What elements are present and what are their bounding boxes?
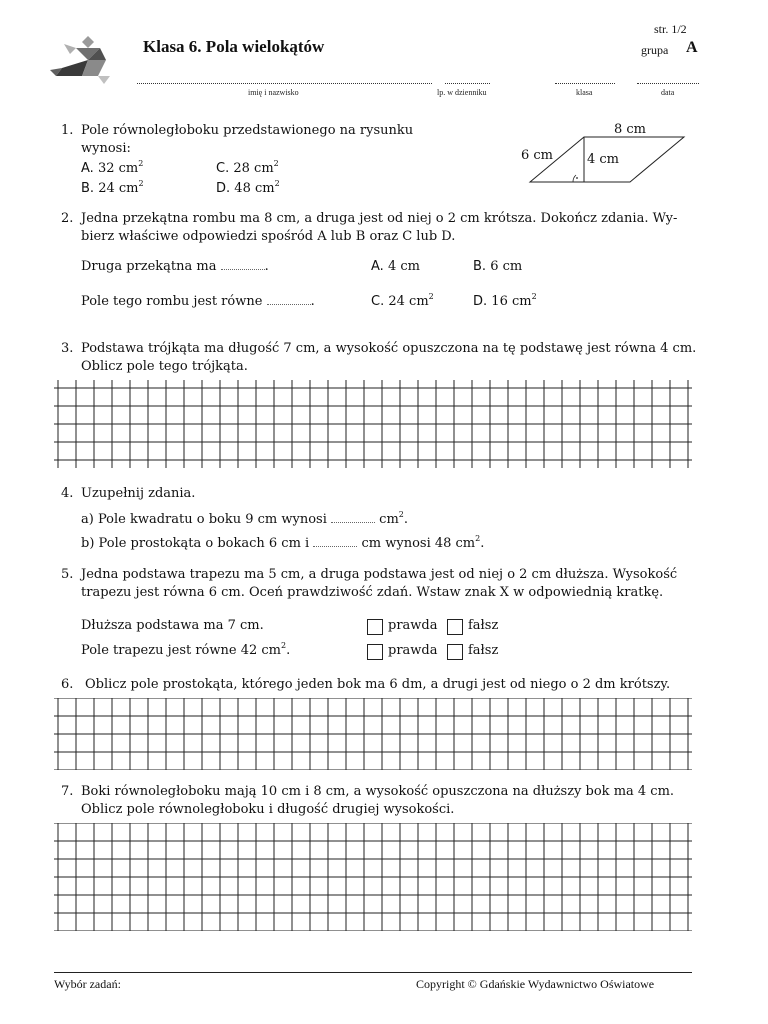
q2-option-b[interactable]: B. 6 cm xyxy=(473,259,523,274)
option-value: 32 cm xyxy=(97,161,139,176)
q2-option-d[interactable]: D. 16 $cm^2$ xyxy=(473,292,537,309)
true-checkbox-2[interactable] xyxy=(367,644,383,660)
figure-height-label: 4 cm xyxy=(587,152,620,167)
diary-caption: lp. w dzienniku xyxy=(437,88,487,97)
option-letter: C. xyxy=(216,161,230,176)
q5-statement2: Pole trapezu jest równe 42 $cm^2$. xyxy=(81,641,291,658)
q3-answer-grid[interactable] xyxy=(54,380,692,468)
q1-text: Pole równoległoboku przedstawionego na rysunku xyxy=(81,123,414,138)
false-checkbox-1[interactable] xyxy=(447,619,463,635)
q2-line2: bierz właściwe odpowiedzi spośród A lub B oraz C lub D. xyxy=(81,229,456,244)
page-number: str. 1/2 xyxy=(654,22,687,36)
answer-blank[interactable] xyxy=(267,294,311,305)
class-field[interactable] xyxy=(555,73,615,84)
diary-field[interactable] xyxy=(445,73,490,84)
figure-side-label: 6 cm xyxy=(521,148,554,163)
q1-option-a[interactable]: A. 32 $cm^2$ xyxy=(81,159,144,176)
tangram-logo xyxy=(48,32,116,88)
q5-number: 5. xyxy=(61,567,74,582)
q7-line2: Oblicz pole równoległoboku i długość drugiej wysokości. xyxy=(81,802,455,817)
footer-divider xyxy=(54,972,692,973)
q2-option-c[interactable]: C. 24 $cm^2$ xyxy=(371,292,434,309)
false-label-1: fałsz xyxy=(468,618,499,633)
q5-statement1: Dłuższa podstawa ma 7 cm. xyxy=(81,618,264,633)
true-label-1: prawda xyxy=(388,618,438,633)
class-caption: klasa xyxy=(576,88,593,97)
q6-line1: Oblicz pole prostokąta, którego jeden bok ma 6 dm, a drugi jest od niego o 2 dm krótszy. xyxy=(85,677,671,692)
true-label-2: prawda xyxy=(388,643,438,658)
q4-item-b: b) Pole prostokąta o bokach 6 cm i cm wynosi 48 $cm^2$. xyxy=(81,534,485,551)
group-value: A xyxy=(686,39,698,56)
group-label: grupa xyxy=(641,43,669,57)
q6-number: 6. xyxy=(61,677,74,692)
option-value: 24 cm xyxy=(98,181,139,196)
q1-option-b[interactable]: B. 24 $cm^2$ xyxy=(81,179,144,196)
q1-number: 1. xyxy=(61,123,74,138)
option-value: 48 cm xyxy=(234,181,275,196)
option-letter: A. xyxy=(81,161,94,176)
q4-line1: Uzupełnij zdania. xyxy=(81,486,196,501)
answer-blank[interactable] xyxy=(221,259,265,270)
q1-text2: wynosi: xyxy=(81,141,131,156)
name-caption: imię i nazwisko xyxy=(248,88,299,97)
q4-number: 4. xyxy=(61,486,74,501)
option-value: 28 cm xyxy=(233,161,274,176)
q2-sentence2: Pole tego rombu jest równe . xyxy=(81,294,315,309)
q7-answer-grid[interactable] xyxy=(54,823,692,931)
q3-line2: Oblicz pole tego trójkąta. xyxy=(81,359,248,374)
true-checkbox-1[interactable] xyxy=(367,619,383,635)
q6-answer-grid[interactable] xyxy=(54,698,692,770)
q1-option-c[interactable]: C. 28 $cm^2$ xyxy=(216,159,279,176)
q5-line2: trapezu jest równa 6 cm. Oceń prawdziwość zdań. Wstaw znak X w odpowiednią kratkę. xyxy=(81,585,664,600)
false-checkbox-2[interactable] xyxy=(447,644,463,660)
option-letter: D. xyxy=(216,181,231,196)
q2-number: 2. xyxy=(61,211,74,226)
date-field[interactable] xyxy=(637,73,699,84)
q2-sentence1: Druga przekątna ma . xyxy=(81,259,269,274)
answer-blank[interactable] xyxy=(331,512,375,523)
q2-option-a[interactable]: A. 4 cm xyxy=(371,259,420,274)
date-caption: data xyxy=(661,88,675,97)
q3-line1: Podstawa trójkąta ma długość 7 cm, a wysokość opuszczona na tę podstawę jest równa 4 cm. xyxy=(81,341,697,356)
false-label-2: fałsz xyxy=(468,643,499,658)
page-title: Klasa 6. Pola wielokątów xyxy=(143,37,325,56)
option-letter: B. xyxy=(81,181,95,196)
q5-line1: Jedna podstawa trapezu ma 5 cm, a druga podstawa jest od niej o 2 cm dłuższa. Wysokość xyxy=(81,567,678,582)
answer-blank[interactable] xyxy=(313,536,357,547)
footer-right: Copyright © Gdańskie Wydawnictwo Oświatowe xyxy=(416,977,655,991)
figure-top-label: 8 cm xyxy=(614,122,647,137)
q7-number: 7. xyxy=(61,784,74,799)
q3-number: 3. xyxy=(61,341,74,356)
q1-option-d[interactable]: D. 48 $cm^2$ xyxy=(216,179,280,196)
footer-left: Wybór zadań: xyxy=(54,977,121,991)
q4-item-a: a) Pole kwadratu o boku 9 cm wynosi $cm^2$. xyxy=(81,510,409,527)
q2-line1: Jedna przekątna rombu ma 8 cm, a druga jest od niej o 2 cm krótsza. Dokończ zdania. Wy- xyxy=(81,211,678,226)
q7-line1: Boki równoległoboku mają 10 cm i 8 cm, a wysokość opuszczona na dłuższy bok ma 4 cm. xyxy=(81,784,675,799)
name-field[interactable] xyxy=(137,73,432,84)
